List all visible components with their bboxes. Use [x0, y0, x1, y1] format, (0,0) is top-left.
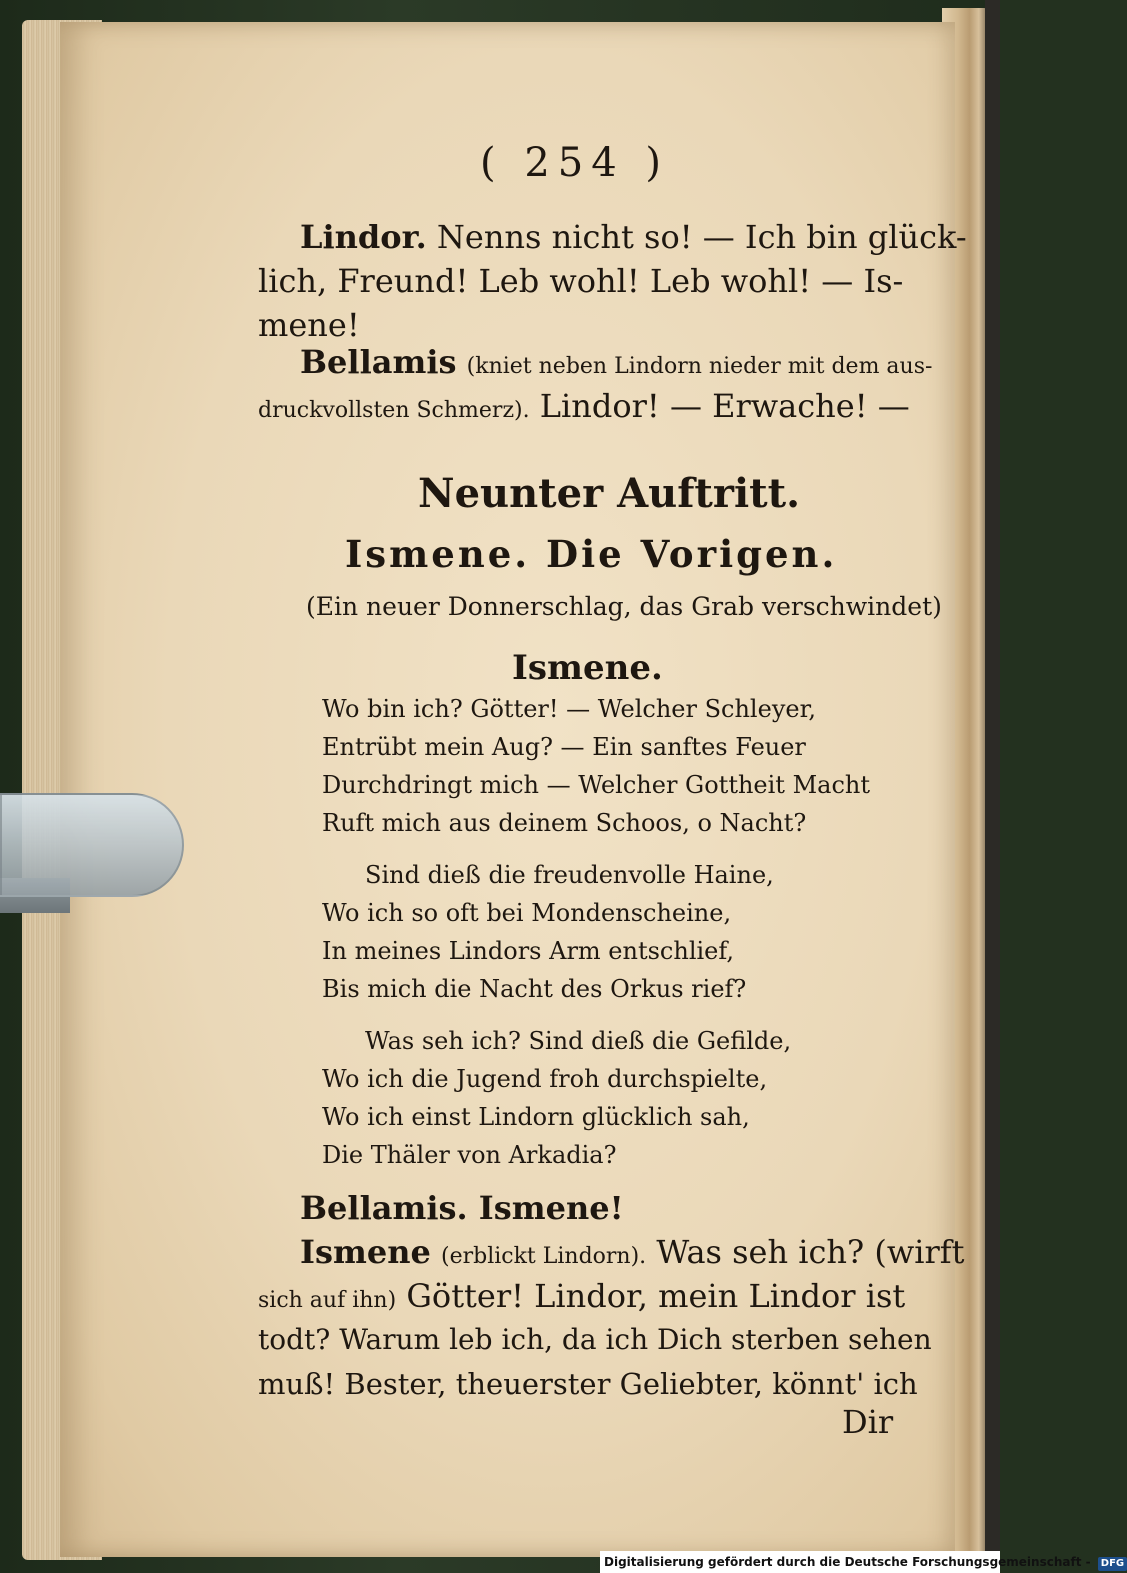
song-speaker: Ismene. [512, 648, 663, 688]
speech4-line4: muß! Bester, theuerster Geliebter, könnt' ich [258, 1367, 918, 1401]
digitization-footer [600, 1551, 1125, 1573]
stanza1-line3: Durchdringt mich — Welcher Gottheit Macht [322, 771, 871, 799]
speaker-lindor: Lindor. [300, 218, 427, 256]
speech1-line1 [300, 215, 967, 259]
stanza1-line1: Wo bin ich? Götter! — Welcher Schleyer, [322, 695, 817, 723]
speech4-line3: todt? Warum leb ich, da ich Dich sterben sehen [258, 1323, 932, 1356]
speech3: Bellamis. Ismene! [300, 1189, 624, 1227]
stanza3-line1: Was seh ich? Sind dieß die Gefilde, [365, 1027, 792, 1055]
stanza2-line3: In meines Lindors Arm entschlief, [322, 937, 735, 965]
dfg-logo: DFG [1098, 1557, 1127, 1571]
speaker-bellamis: Bellamis [300, 343, 457, 381]
stage-direction-erblickt: (erblickt Lindorn). [441, 1244, 647, 1269]
stanza3-line2: Wo ich die Jugend froh durchspielte, [322, 1065, 768, 1093]
stanza1-line2: Entrübt mein Aug? — Ein sanftes Feuer [322, 733, 806, 761]
speech1-line3: mene! [258, 306, 360, 344]
speech4-text1: Was seh ich? (wirft [656, 1233, 965, 1271]
speech4-text2: Götter! Lindor, mein Lindor ist [406, 1277, 906, 1315]
stanza3-line4: Die Thäler von Arkadia? [322, 1141, 617, 1169]
speech2-line2 [258, 384, 910, 433]
speaker-ismene: Ismene [300, 1233, 431, 1271]
footer-text: Digitalisierung gefördert durch die Deutsche Forschungsgemeinschaft - [604, 1555, 1091, 1569]
catchword: Dir [842, 1403, 894, 1441]
stage-direction-kniet: (kniet neben Lindorn nieder mit dem aus- [466, 354, 933, 379]
page-holder-clip [0, 783, 178, 923]
speech2-line1 [300, 340, 932, 389]
stanza2-line2: Wo ich so oft bei Mondenscheine, [322, 899, 732, 927]
scene-persons: Ismene. Die Vorigen. [345, 532, 838, 576]
speech4-line1 [300, 1230, 964, 1279]
stage-direction-schmerz: druckvollsten Schmerz). [258, 398, 530, 423]
speech1-text1: Nenns nicht so! — Ich bin glück- [436, 218, 967, 256]
speech4-line2 [258, 1274, 905, 1323]
page-number: ( 254 ) [480, 140, 669, 186]
stanza3-line3: Wo ich einst Lindorn glücklich sah, [322, 1103, 750, 1131]
speech1-line2: lich, Freund! Leb wohl! Leb wohl! — Is- [258, 262, 904, 300]
stanza2-line1: Sind dieß die freudenvolle Haine, [365, 861, 774, 889]
scene-direction: (Ein neuer Donnerschlag, das Grab verschwindet) [306, 592, 942, 621]
right-dark-border [985, 0, 1000, 1573]
stanza2-line4: Bis mich die Nacht des Orkus rief? [322, 975, 747, 1003]
clip-body [0, 793, 184, 897]
stage-direction-wirft: sich auf ihn) [258, 1288, 397, 1313]
speech2-text: Lindor! — Erwache! — [539, 387, 910, 425]
stanza1-line4: Ruft mich aus deinem Schoos, o Nacht? [322, 809, 807, 837]
scene-heading: Neunter Auftritt. [418, 470, 801, 517]
